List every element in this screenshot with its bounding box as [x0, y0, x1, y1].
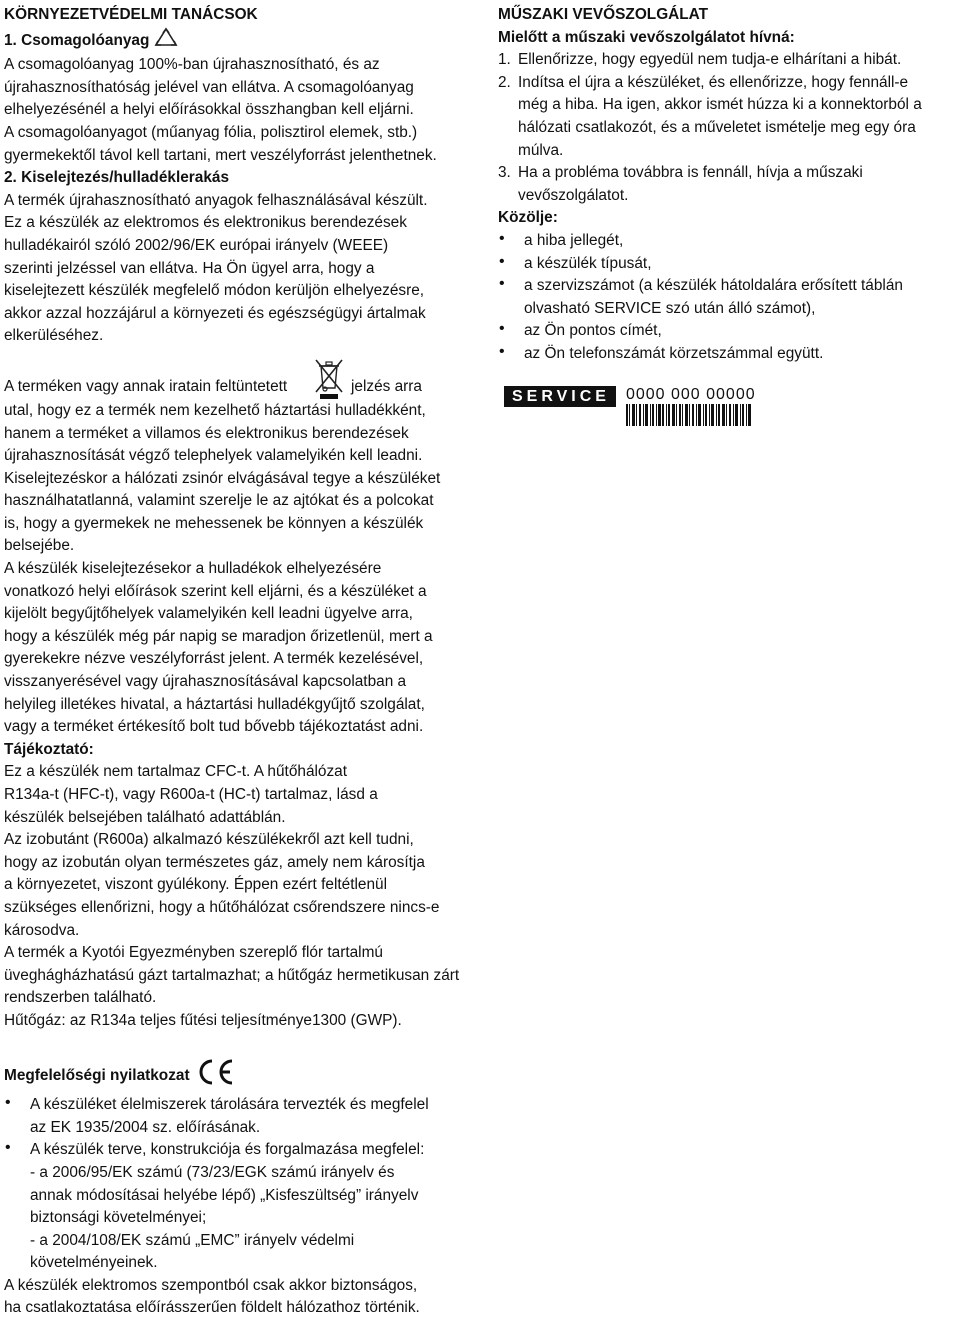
text-line: biztonsági követelményei;	[30, 1209, 207, 1227]
tell-heading: Közölje:	[498, 209, 558, 227]
text-line: • A készüléket élelmiszerek tárolására tervezték és megfelel	[30, 1096, 429, 1114]
text-line: - a 2004/108/EK számú „EMC” irányelv védelmi	[30, 1231, 355, 1249]
text-line: vevőszolgálatot.	[518, 186, 629, 204]
env-heading: KÖRNYEZETVÉDELMI TANÁCSOK	[4, 6, 258, 23]
tell-item	[498, 230, 958, 253]
weee-intro	[4, 362, 480, 400]
text-line: elhelyezésénél a helyi előírásokkal összhangban kell eljárni.	[4, 101, 414, 119]
text-line: újrahasznosíthatóság jelével van ellátva. A csomagolóanyag	[4, 78, 414, 96]
tell-item	[498, 253, 958, 276]
text-line: hanem a terméket a villamos és elektronikus berendezések	[4, 424, 409, 442]
text-line: Ez a készülék az elektromos és elektronikus berendezések	[4, 214, 407, 232]
text-line: hálózati csatlakozót, és a műveletet ismételje meg egy óra	[518, 118, 916, 136]
text-line: akkor azzal hozzájárul a környezeti és egészségügyi ártalmak	[4, 304, 426, 322]
text-line: Ez a készülék nem tartalmaz CFC-t. A hűtőhálózat	[4, 763, 348, 781]
step-number: 1.	[498, 51, 511, 69]
disposal-heading: 2. Kiselejtezés/hulladéklerakás	[4, 169, 230, 187]
text-line: hogy a készülék még pár napig se maradjon őrizetlenül, mert a	[4, 627, 433, 645]
recycle-icon	[154, 27, 178, 55]
packaging-heading	[4, 27, 480, 55]
step-2	[498, 72, 958, 162]
info-text	[4, 761, 480, 1032]
text-line: hogy az izobután olyan természetes gáz, amely nem károsítja	[4, 853, 425, 871]
text-line: hulladékairól szóló 2002/96/EK európai irányelv (WEEE)	[4, 236, 389, 254]
service-number: 0000 000 00000	[625, 385, 756, 403]
text-line: készülék belsejében található adattáblán.	[4, 808, 286, 826]
tell-item	[498, 343, 958, 366]
tell-item	[498, 320, 958, 343]
text-line: elkerüléséhez.	[4, 327, 104, 345]
service-number-block	[626, 386, 756, 431]
text-line: is, hogy a gyermekek ne mehessenek be könnyen a készülék	[4, 514, 424, 532]
weee-intro-before: A terméken vagy annak iratain feltüntetett	[4, 377, 288, 395]
text-line: utal, hogy ez a termék nem kezelhető háztartási hulladékként,	[4, 401, 426, 419]
text-line: az EK 1935/2004 sz. előírásának.	[30, 1118, 261, 1136]
text-line: A csomagolóanyag 100%-ban újrahasznosítható, és az	[4, 56, 380, 74]
text-line: helyileg illetékes hivatal, a háztartási hulladékgyűjtő szolgálat,	[4, 695, 425, 713]
text-line: a környezetet, viszont gyúlékony. Éppen ezért feltétlenül	[4, 876, 387, 894]
text-line: • a készülék típusát,	[524, 254, 652, 272]
text-line: visszanyerésével vagy újrahasznosításával kapcsolatban a	[4, 673, 407, 691]
text-line: • A készülék terve, konstrukciója és forgalmazása megfelel:	[30, 1141, 425, 1159]
text-line: • az Ön telefonszámát körzetszámmal együtt.	[524, 344, 824, 362]
packaging-heading-text: 1. Csomagolóanyag	[4, 31, 150, 49]
text-line: követelményeinek.	[30, 1254, 158, 1272]
packaging-text	[4, 54, 480, 167]
crossed-bin-icon	[312, 356, 346, 405]
text-line: újrahasznosítását végző telephelyek valamelyikén kell leadni.	[4, 447, 423, 465]
disposal-text	[4, 190, 480, 348]
weee-text	[4, 400, 480, 739]
text-line: A készülék kiselejtezésekor a hulladékok elhelyezésére	[4, 560, 382, 578]
text-line: • a szervizszámot (a készülék hátoldalára erősített táblán	[524, 277, 903, 295]
info-heading: Tájékoztató:	[4, 740, 94, 758]
conformity-heading-text: Megfelelőségi nyilatkozat	[4, 1066, 190, 1084]
ce-mark-icon	[194, 1057, 236, 1095]
text-line: gyermekektől távol kell tartani, mert veszélyforrást jelenthetnek.	[4, 146, 437, 164]
conformity-item-1	[4, 1094, 480, 1139]
text-line: olvasható SERVICE szó után álló számot),	[524, 299, 816, 317]
right-column	[498, 4, 958, 431]
before-call-heading: Mielőtt a műszaki vevőszolgálatot hívná:	[498, 28, 795, 46]
service-badge: SERVICE	[504, 386, 616, 407]
step-3	[498, 162, 958, 207]
text-line: - a 2006/95/EK számú (73/23/EGK számú irányelv és	[30, 1163, 395, 1181]
text-line: annak módosításai helyébe lépő) „Kisfeszültség” irányelv	[30, 1186, 419, 1204]
tell-item	[498, 275, 958, 320]
weee-intro-after: jelzés arra	[351, 377, 422, 395]
step-number: 2.	[498, 73, 511, 91]
closing-line: A készülék elektromos szempontból csak akkor biztonságos,	[4, 1276, 418, 1294]
text-line: • az Ön pontos címét,	[524, 322, 662, 340]
text-line: R134a-t (HFC-t), vagy R600a-t (HC-t) tartalmaz, lásd a	[4, 786, 378, 803]
text-line: használhatatlanná, valamint szerelje le az ajtókat és a polcokat	[4, 492, 434, 510]
step-number: 3.	[498, 164, 511, 182]
text-line: kiselejtezett készülék megfelelő módon kerüljön elhelyezésre,	[4, 282, 425, 300]
text-line: A csomagolóanyagot (műanyag fólia, polisztirol elemek, stb.)	[4, 123, 418, 141]
service-heading: MŰSZAKI VEVŐSZOLGÁLAT	[498, 6, 709, 23]
text-line: múlva.	[518, 141, 564, 159]
text-line: vonatkozó helyi előírások szerint kell eljárni, és a készüléket a	[4, 582, 427, 600]
conformity-item-2	[4, 1139, 480, 1275]
text-line: rendszerben található.	[4, 989, 157, 1007]
step-1	[498, 49, 958, 72]
text-line: kijelölt begyűjtőhelyek valamelyikén kell leadni ügyelve arra,	[4, 605, 413, 623]
text-line: Kiselejtezéskor a hálózati zsinór elvágásával tegye a készüléket	[4, 469, 441, 487]
conformity-heading	[4, 1057, 480, 1095]
text-line: Ellenőrizze, hogy egyedül nem tudja-e elhárítani a hibát.	[518, 51, 902, 69]
text-line: még a hiba. Ha igen, akkor ismét húzza ki a konnektorból a	[518, 96, 922, 114]
barcode-icon	[626, 404, 751, 426]
text-line: • a hiba jellegét,	[524, 231, 624, 249]
text-line: Ha a probléma továbbra is fennáll, hívja a műszaki	[518, 164, 863, 182]
text-line: vagy a terméket értékesítő bolt tud bővebb tájékoztatást adni.	[4, 718, 424, 736]
closing-line: ha csatlakoztatása előírásszerűen földelt hálózathoz történik.	[4, 1299, 420, 1317]
text-line: gyerekekre nézve veszélyforrást jelent. A termék kezelésével,	[4, 650, 424, 668]
text-line: szükséges ellenőrizni, hogy a hűtőhálózat csőrendszere nincs-e	[4, 898, 440, 916]
text-line: szerinti jelzéssel van ellátva. Ha Ön ügyel arra, hogy a	[4, 259, 375, 277]
text-line: A termék a Kyotói Egyezményben szereplő flór tartalmú	[4, 944, 383, 962]
text-line: Az izobutánt (R600a) alkalmazó készülékekről azt kell tudni,	[4, 831, 414, 849]
left-column	[4, 4, 480, 1320]
text-line: belsejébe.	[4, 537, 75, 555]
text-line: üveghágházhatású gázt tartalmazhat; a hűtőgáz hermetikusan zárt	[4, 966, 460, 984]
text-line: Indítsa el újra a készüléket, és ellenőrizze, hogy fennáll-e	[518, 73, 909, 91]
service-label-block	[504, 386, 958, 431]
text-line: A termék újrahasznosítható anyagok felhasználásával készült.	[4, 191, 428, 209]
text-line: károsodva.	[4, 921, 80, 939]
text-line: Hűtőgáz: az R134a teljes fűtési teljesítménye1300 (GWP).	[4, 1011, 402, 1029]
